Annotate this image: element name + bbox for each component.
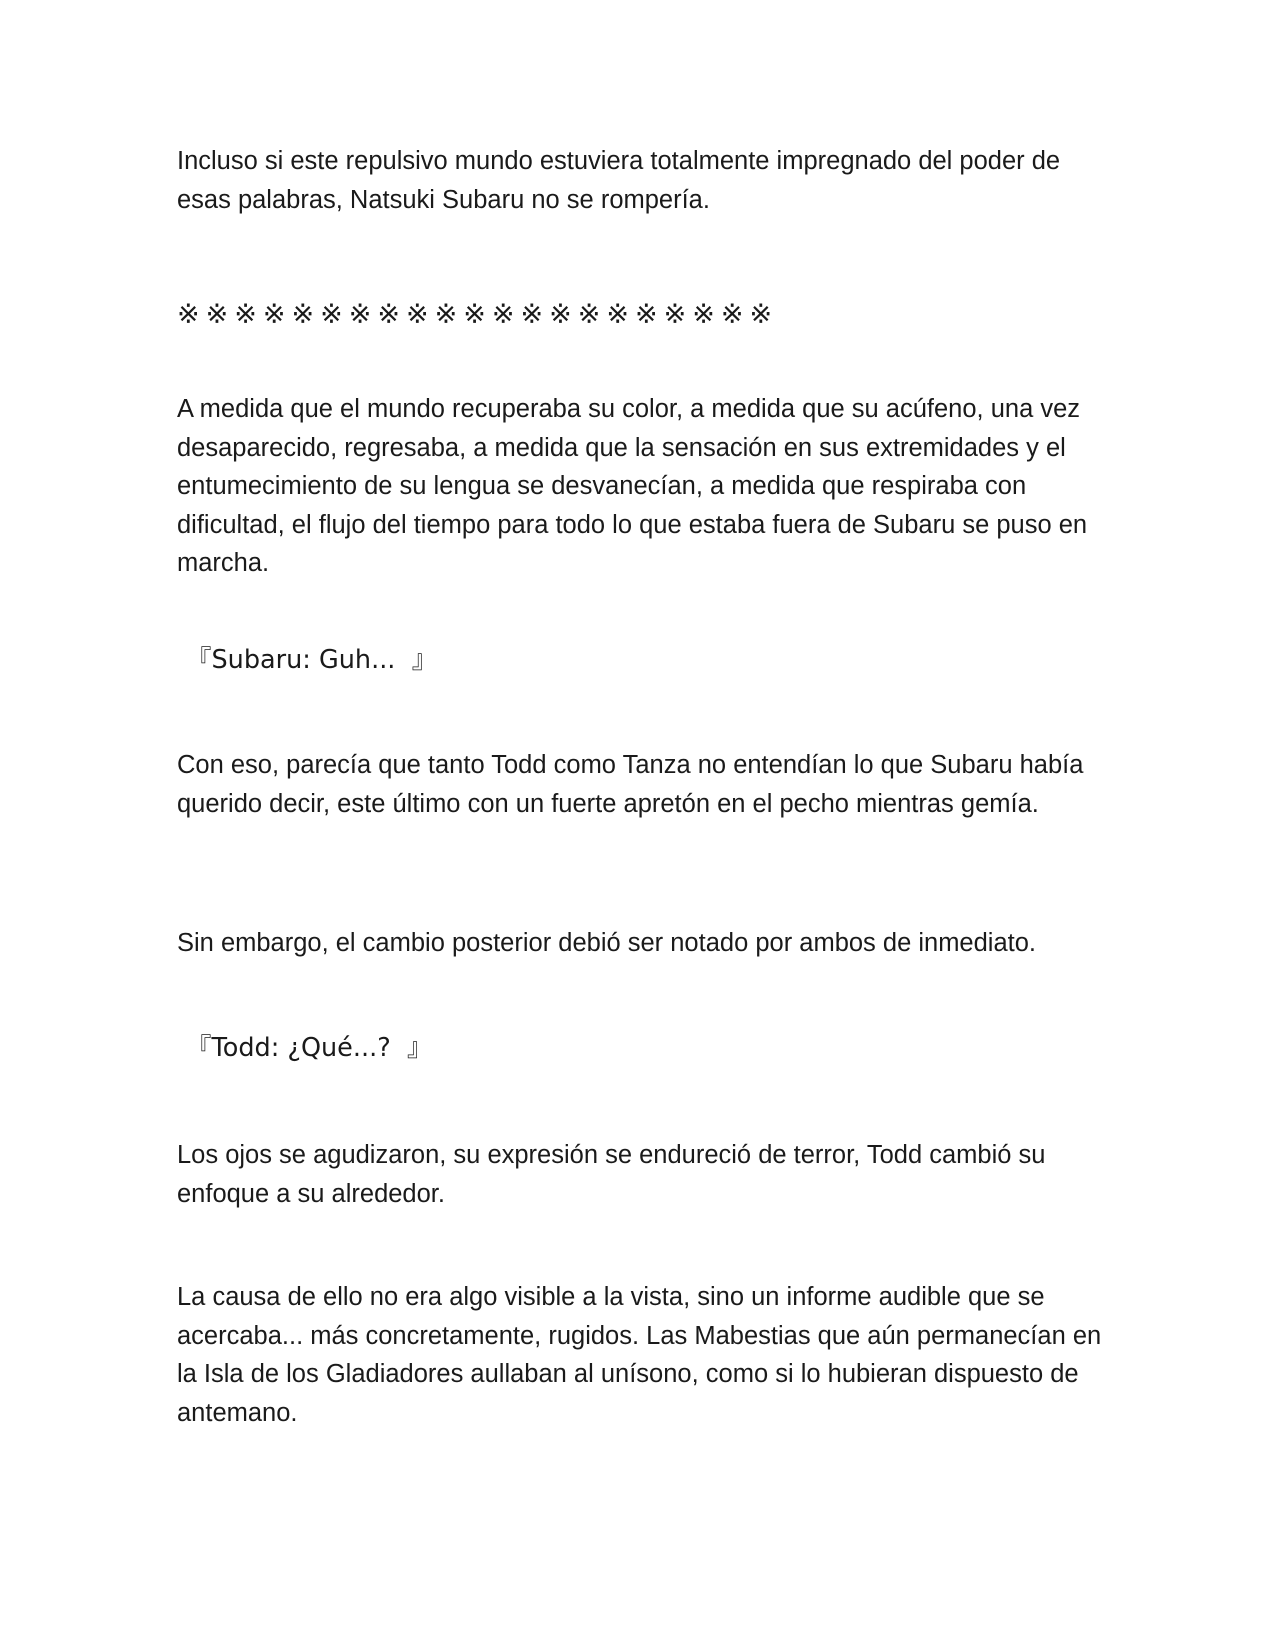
paragraph-todd-focus: Los ojos se agudizaron, su expresión se endureció de terror, Todd cambió su enfoque a su alrededor. — [177, 1141, 1046, 1208]
dialogue-todd: 『Todd: ¿Qué...? 』 — [186, 1033, 433, 1063]
paragraph-intro: Incluso si este repulsivo mundo estuviera totalmente impregnado del poder de esas palabras, Natsuki Subaru no se rompería. — [177, 147, 1061, 214]
paragraph-todd-tanza: Con eso, parecía que tanto Todd como Tanza no entendían lo que Subaru había querido decir, este último con un fuerte apretón en el pecho mientras gemía. — [177, 751, 1084, 818]
paragraph-change-noticed: Sin embargo, el cambio posterior debió ser notado por ambos de inmediato. — [177, 929, 1036, 957]
paragraph-world-color: A medida que el mundo recuperaba su color, a medida que su acúfeno, una vez desaparecido, regresaba, a medida que la sensación en sus extremidades y el entumecimiento de su lengua se desvanecían, a medida que respiraba con dificultad, el flujo del tiempo para todo lo que estaba fuera de Subaru se puso en marcha. — [177, 395, 1088, 577]
paragraph-roars: La causa de ello no era algo visible a la vista, sino un informe audible que se acercaba... más concretamente, rugidos. Las Mabestias que aún permanecían en la Isla de los Gladiadores aullaban al unísono, como si lo hubieran dispuesto de antemano. — [177, 1283, 1102, 1427]
dialogue-subaru: 『Subaru: Guh... 』 — [186, 645, 438, 675]
scene-separator: ※※※※※※※※※※※※※※※※※※※※※ — [177, 299, 779, 330]
